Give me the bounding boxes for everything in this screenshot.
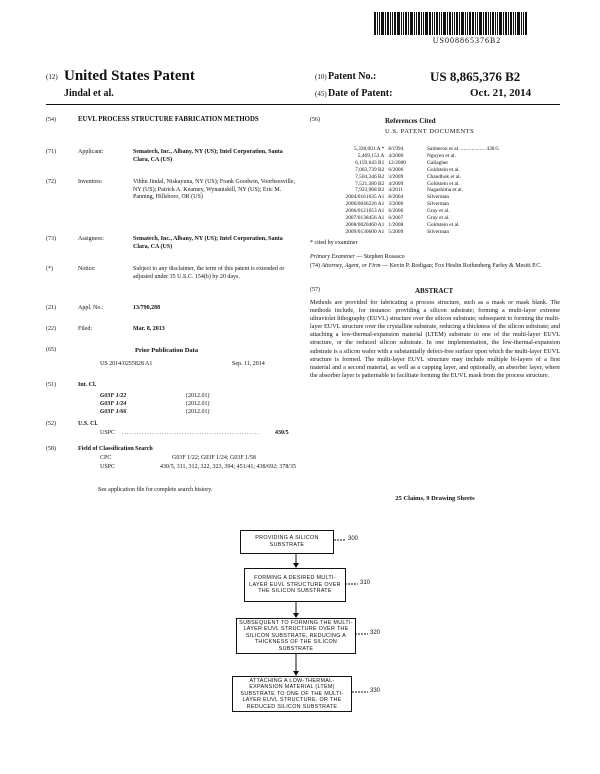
- see-application: See application file for complete search history.: [98, 487, 213, 493]
- reference-date: 1/2008: [388, 221, 404, 228]
- references-subheading: U.S. PATENT DOCUMENTS: [385, 128, 475, 135]
- cpc-value: G03F 1/22; G03F 1/24; G03F 1/58: [172, 455, 256, 461]
- patent-no-label: Patent No.:: [328, 71, 377, 82]
- reference-no: 7,063,739 B2: [355, 166, 385, 173]
- flow-step-ref: 320: [370, 630, 381, 636]
- flow-step-ref: 310: [360, 580, 371, 586]
- code-10: (10): [315, 73, 327, 81]
- reference-no: 2008/0020460 A1: [345, 221, 385, 228]
- appl-no: 13/790,288: [133, 305, 161, 311]
- patent-no: US 8,865,376 B2: [430, 69, 521, 84]
- reference-name: Goldstein et al.: [426, 166, 460, 173]
- reference-name: Goldstein et al.: [426, 221, 460, 228]
- reference-date: 4/2011: [388, 187, 404, 194]
- cited-by-examiner: * cited by examiner: [310, 240, 358, 246]
- attorney-label: Attorney, Agent, or Firm: [321, 263, 381, 269]
- reference-date: 12/2000: [388, 159, 406, 166]
- reference-name: Goldstein et al.: [426, 180, 460, 187]
- uscl-label: U.S. Cl.: [78, 421, 98, 427]
- intcl-version: (2012.01): [186, 409, 210, 415]
- reference-date: 6/2006: [388, 166, 404, 173]
- attorney: Kevin P. Rodigan; Fox Heslin Rothenberg Farley & Mesiti P.C.: [389, 263, 542, 269]
- abstract-text: Methods are provided for fabricating a process structure, such as a mask or mask blank. The methods include, for instance: providing a silicon substrate; forming a multi-layer extreme ultraviolet lithography (EUVL) structure over the silicon substrate; subsequent to forming the multi-layer EUVL structure over the crystalline substrate, reducing a thickness of the silicon substrate; and attaching a low-thermal-expansion material (LTEM) substrate to one of the multi-layer EUVL structure, or the reduced silicon substrate. In one implementation, the low-thermal-expansion substrate is a silicon wafer with a substantially defect-free surface upon which the multi-layer EUVL structure is formed. The multi-layer EUVL structure may include multiple bi-layers of a first material and a second material, as well as a capping layer, and optionally, an absorber layer, where the absorber layer is patternable to facilitate forming the EUVL mask from the process structure.: [310, 299, 560, 379]
- flow-step-text: SUBSEQUENT TO FORMING THE MULTI-LAYER EUVL STRUCTURE OVER THE SILICON SUBSTRATE, REDUCING A THICKNESS OF THE SILICON SUBSTRATE: [239, 619, 353, 652]
- intcl-class: G03F 1/66: [100, 409, 127, 415]
- prior-pub: US 2014/0255828 A1: [100, 361, 153, 367]
- intcl-version: (2012.01): [186, 393, 210, 399]
- reference-name: Nguyen et al.: [426, 152, 456, 159]
- flow-step-ref: 300: [348, 536, 359, 542]
- assignees-code: (73): [46, 236, 56, 242]
- reference-name: Salmeron et al. .................. 430/5: [426, 146, 499, 152]
- reference-no: 2006/0121653 A1: [345, 208, 385, 215]
- reference-no: 7,923,968 B2: [355, 187, 385, 194]
- prior-heading: Prior Publication Data: [135, 347, 199, 354]
- references-code: (56): [310, 117, 320, 123]
- uspc-label: USPC: [100, 464, 116, 470]
- applicant-label: Applicant:: [78, 149, 104, 155]
- reference-date: 6/2007: [388, 215, 404, 222]
- attorney-code: (74): [310, 263, 320, 269]
- reference-date: 3/2006: [388, 201, 404, 208]
- country-title: United States Patent: [64, 68, 195, 84]
- reference-name: Silverman: [426, 194, 450, 201]
- code-12: (12): [46, 73, 58, 81]
- reference-name: Silverman: [426, 228, 450, 235]
- flow-step-text: PROVIDING A SILICON SUBSTRATE: [255, 535, 319, 548]
- uspc-search: 430/5, 311, 312, 322, 323, 394; 451/41; 438/692; 378/35: [160, 464, 296, 470]
- intcl-version: (2012.01): [186, 401, 210, 407]
- appl-label: Appl. No.:: [78, 305, 104, 311]
- reference-no: 2004/0161635 A1: [345, 194, 385, 201]
- attorney-line: (74) Attorney, Agent, or Firm — Kevin P. Rodigan; Fox Heslin Rothenberg Farley & Mesiti P.C.: [310, 263, 542, 269]
- abstract-heading: ABSTRACT: [415, 287, 454, 295]
- notice-label: Notice:: [78, 266, 96, 272]
- patent-title: EUVL PROCESS STRUCTURE FABRICATION METHODS: [78, 116, 259, 123]
- flow-step-2: [244, 568, 346, 602]
- examiner-label: Primary Examiner: [310, 254, 355, 260]
- title-code: (54): [46, 117, 56, 123]
- uscl-code: (52): [46, 421, 56, 427]
- references-heading: References Cited: [385, 117, 436, 125]
- field-code: (58): [46, 446, 56, 452]
- reference-no: 2009/0130600 A1: [345, 228, 385, 235]
- date-label: Date of Patent:: [328, 88, 393, 99]
- reference-name: Gray et al.: [426, 208, 450, 215]
- applicant-code: (71): [46, 149, 56, 155]
- reference-no: 5,469,153 A: [357, 152, 385, 159]
- flow-step-4: [232, 676, 352, 712]
- reference-name: Silverman: [426, 201, 450, 208]
- uspc-dots: .......................................................: [122, 430, 260, 436]
- prior-date: Sep. 11, 2014: [232, 361, 265, 367]
- assignees-label: Assignees:: [78, 236, 104, 242]
- reference-no: 7,521,380 B2: [355, 180, 385, 187]
- reference-date: 4/2009: [388, 180, 404, 187]
- reference-name: Nagashima et al.: [426, 187, 464, 194]
- flow-step-text: ATTACHING A LOW-THERMAL-EXPANSION MATERIAL (LTEM) SUBSTRATE TO ONE OF THE MULTI-LAYER EUVL STRUCTURE, OR THE REDUCED SILICON SUBSTRATE: [240, 677, 344, 710]
- filed-label: Filed:: [78, 326, 93, 332]
- reference-date: 6/2006: [388, 208, 404, 215]
- reference-no: 5,338,001 A *: [354, 146, 385, 152]
- reference-date: 5/2009: [388, 228, 404, 235]
- reference-date: 3/2009: [388, 173, 404, 180]
- filed-date: Mar. 8, 2013: [133, 326, 165, 332]
- intcl-class: G03F 1/24: [100, 401, 127, 407]
- cpc-label: CPC: [100, 455, 112, 461]
- examiner-line: Primary Examiner — Stephen Rosasco: [310, 254, 405, 260]
- uspc-value: 430/5: [275, 430, 289, 436]
- filed-code: (22): [46, 326, 56, 332]
- abstract-code: (57): [310, 287, 320, 293]
- applicant: Sematech, Inc., Albany, NY (US); Intel Corporation, Santa Clara, CA (US): [133, 149, 283, 163]
- reference-date: 8/1994: [388, 146, 404, 152]
- reference-name: Gallagher: [426, 159, 449, 166]
- reference-name: Chandhok et al.: [426, 173, 461, 180]
- inventors: Vibhu Jindal, Niskayuna, NY (US); Frank Goodwin, Voorheesville, NY (US); Patrick A. Kearney, Wynantskill, NY (US); Eric M. Panning, Hillsboro, OR (US): [133, 179, 296, 200]
- field-label: Field of Classification Search: [78, 446, 153, 452]
- reference-no: 2006/0046226 A1: [345, 201, 385, 208]
- barcode-number: US008865376B2: [432, 36, 502, 45]
- intcl-class: G03F 1/22: [100, 393, 127, 399]
- reference-date: 4/2000: [388, 152, 404, 159]
- appl-code: (21): [46, 305, 56, 311]
- inventors-label: Inventors:: [78, 179, 103, 185]
- uspc-label: USPC: [100, 430, 116, 436]
- notice: Subject to any disclaimer, the term of this patent is extended or adjusted under 35 U.S.C. 154(b) by 20 days.: [133, 266, 285, 280]
- reference-no: 7,504,346 B2: [355, 173, 385, 180]
- flow-step-1: [240, 530, 334, 554]
- intcl-code: (51): [46, 382, 56, 388]
- flow-step-text: FORMING A DESIRED MULTI-LAYER EUVL STRUCTURE OVER THE SILICON SUBSTRATE: [249, 575, 341, 595]
- claims-count: 25 Claims, 9 Drawing Sheets: [395, 495, 475, 502]
- assignees: Sematech, Inc., Albany, NY (US); Intel Corporation, Santa Clara, CA (US): [133, 236, 283, 250]
- reference-date: 8/2004: [388, 194, 404, 201]
- patent-date: Oct. 21, 2014: [470, 87, 532, 99]
- code-45: (45): [315, 90, 327, 98]
- reference-no: 2007/0138456 A1: [345, 215, 385, 222]
- reference-name: Gray et al.: [426, 215, 450, 222]
- examiner: Stephen Rosasco: [363, 254, 405, 260]
- prior-code: (65): [46, 347, 56, 353]
- reference-no: 6,159,643 B1: [355, 159, 385, 166]
- inventors-short: Jindal et al.: [64, 88, 114, 99]
- inventors-code: (72): [46, 179, 56, 185]
- flow-step-ref: 330: [370, 688, 381, 694]
- notice-code: (*): [46, 266, 53, 272]
- flow-step-3: [236, 618, 356, 654]
- intcl-label: Int. Cl.: [78, 382, 97, 388]
